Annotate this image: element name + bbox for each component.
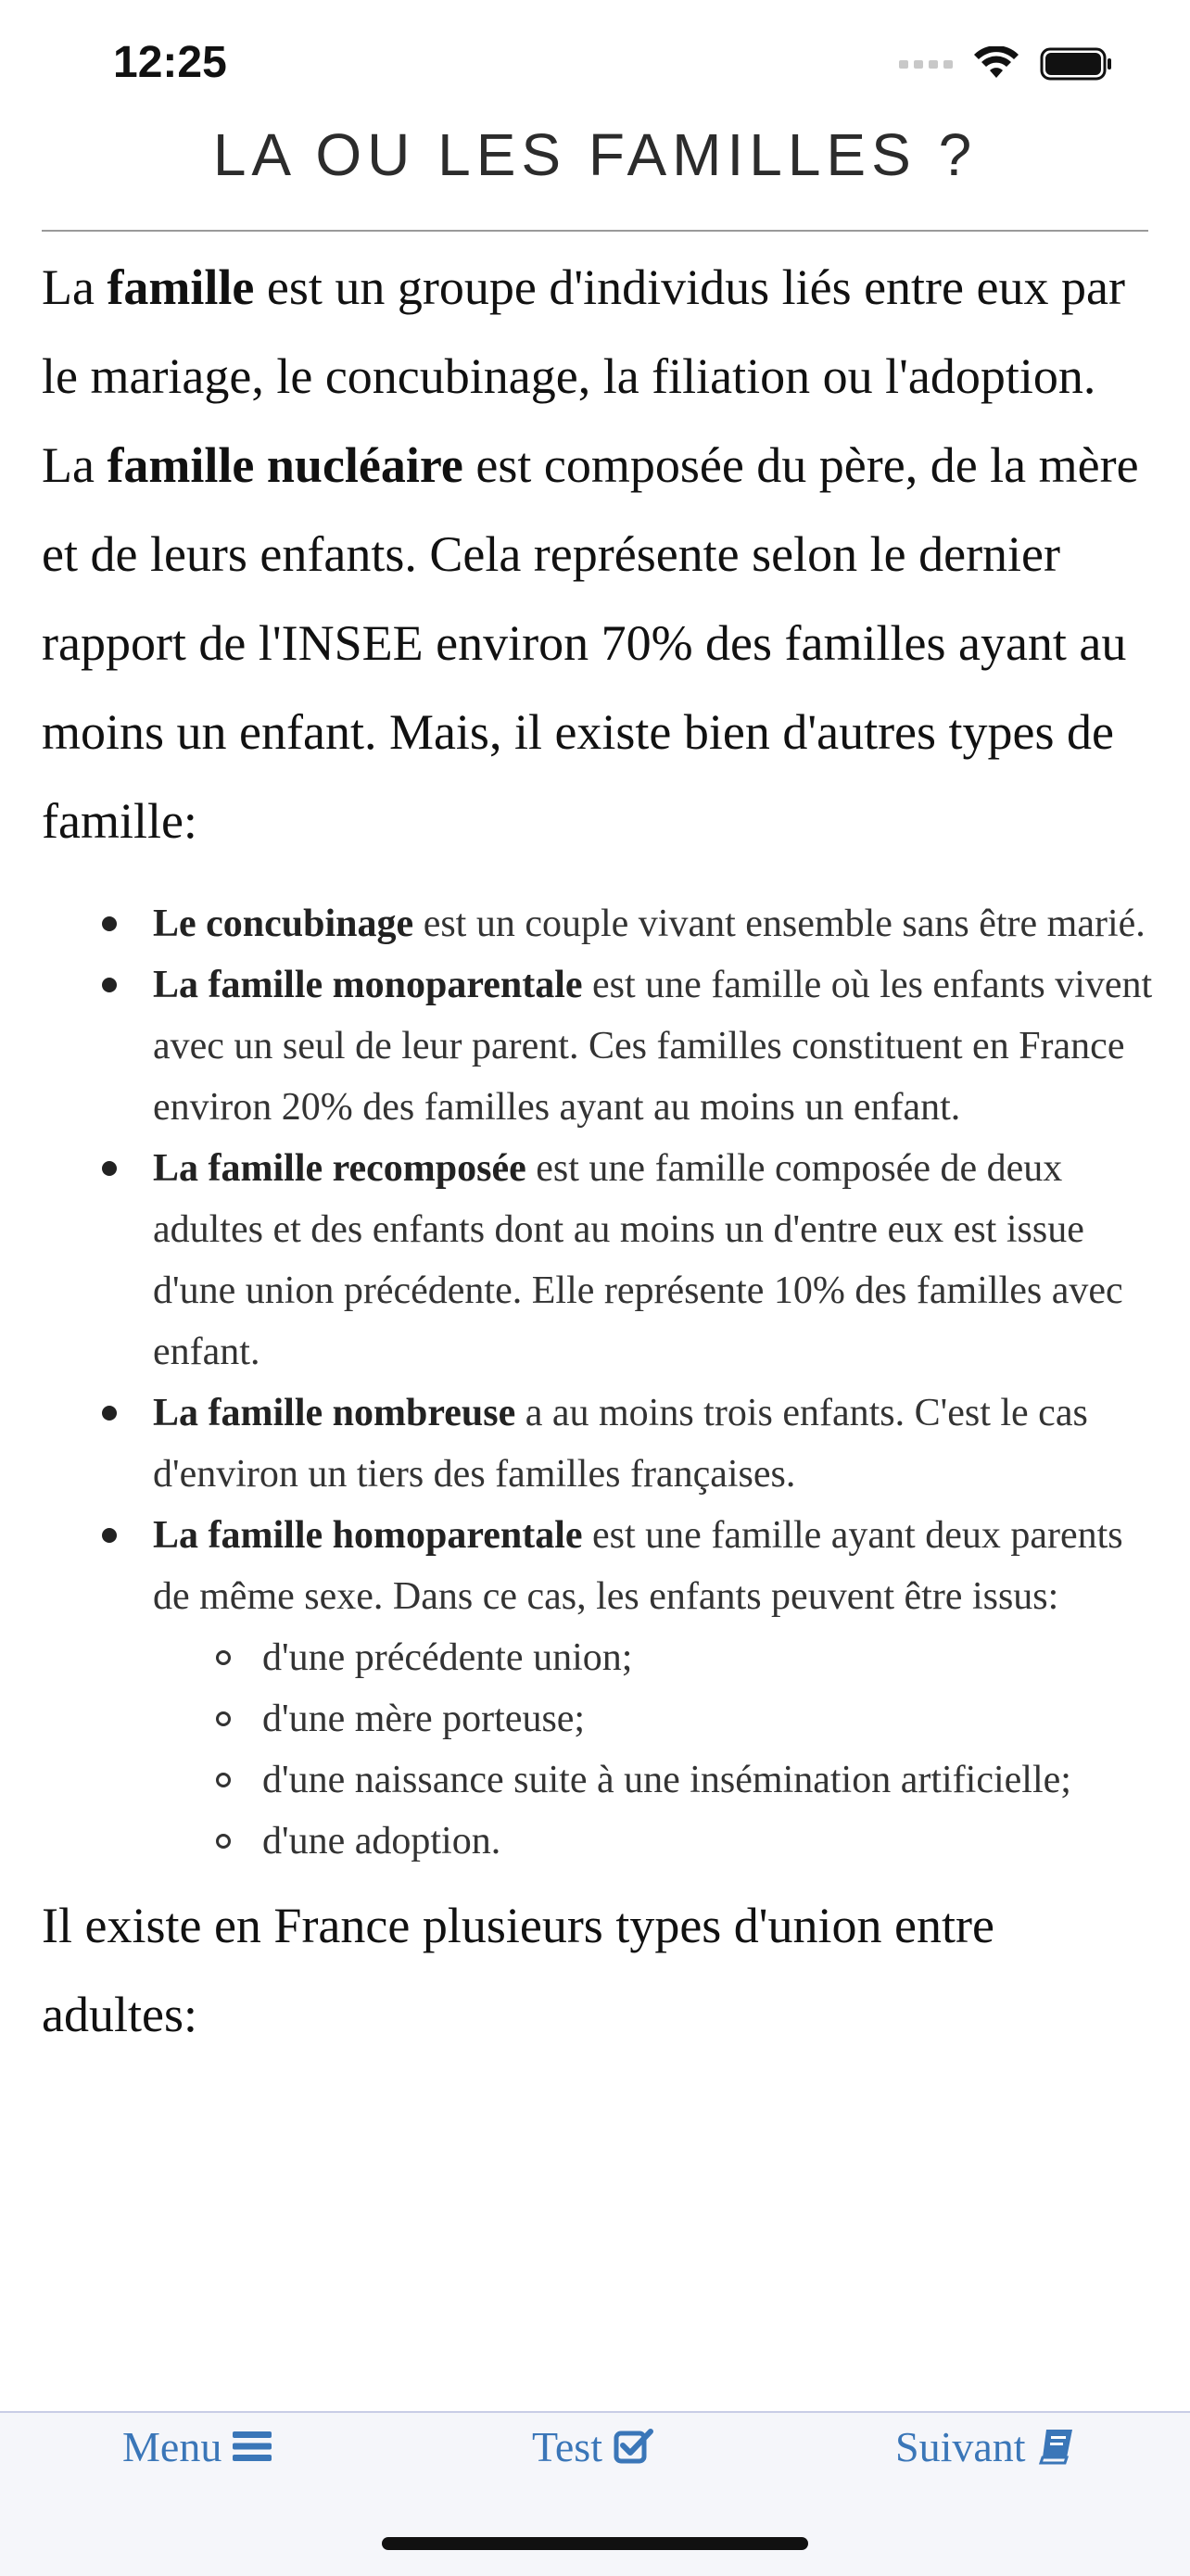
outro-paragraph: Il existe en France plusieurs types d'union entre adultes:	[42, 1898, 994, 2042]
next-label: Suivant	[895, 2422, 1026, 2470]
status-icons	[899, 46, 1114, 82]
next-button[interactable]	[895, 2413, 1074, 2480]
intro-text: est composée du père, de la mère et de leurs enfants. Cela représente selon le dernier rapport de l'INSEE environ 70% des familles ayant au moins un enfant. Mais, il existe bien d'autres types de famille:	[42, 437, 1139, 849]
homoparental-sublist	[153, 1627, 1154, 1872]
menu-label: Menu	[122, 2422, 222, 2470]
list-item-term: Le concubinage	[153, 903, 414, 945]
battery-icon	[1040, 46, 1114, 82]
bars-icon	[233, 2430, 272, 2463]
sublist-item: d'une naissance suite à une insémination artificielle;	[262, 1749, 1154, 1811]
sublist-item: d'une mère porteuse;	[262, 1688, 1154, 1749]
check-square-icon	[614, 2428, 654, 2465]
page-title: LA OU LES FAMILLES ?	[212, 121, 978, 188]
book-icon	[1037, 2428, 1074, 2465]
intro-text: est un groupe d'individus liés entre eux par le mariage, le concubinage, la filiation ou l'adoption. La	[42, 259, 1125, 493]
wifi-icon	[973, 46, 1019, 82]
family-types-list	[42, 893, 1154, 1872]
article-content	[42, 243, 1154, 2059]
test-label: Test	[532, 2422, 602, 2470]
sublist-item: d'une précédente union;	[262, 1627, 1154, 1688]
list-item-recomposee	[153, 1138, 1154, 1383]
intro-text: La	[42, 259, 108, 315]
intro-term-famille-nucleaire: famille nucléaire	[107, 437, 463, 493]
list-item-desc: est un couple vivant ensemble sans être marié.	[413, 903, 1146, 945]
list-item-term: La famille homoparentale	[153, 1514, 583, 1557]
status-bar	[0, 0, 1190, 139]
bottom-tab-bar	[0, 2411, 1190, 2576]
list-item-concubinage	[153, 893, 1154, 954]
list-item-desc: est une famille où les enfants vivent avec un seul de leur parent. Ces familles constituent en France environ 20% des familles ayant au moins un enfant.	[153, 964, 1153, 1129]
list-item-desc: est une famille ayant deux parents de même sexe. Dans ce cas, les enfants peuvent être issus:	[153, 1514, 1123, 1618]
list-item-term: La famille monoparentale	[153, 964, 583, 1006]
intro-paragraph	[42, 243, 1154, 865]
list-item-homoparentale	[153, 1505, 1154, 1872]
status-time: 12:25	[113, 38, 227, 87]
list-item-desc: a au moins trois enfants. C'est le cas d'environ un tiers des familles françaises.	[153, 1392, 1088, 1496]
menu-button[interactable]	[122, 2413, 272, 2480]
cellular-signal-icon	[899, 60, 953, 69]
home-indicator[interactable]	[382, 2537, 808, 2550]
list-item-monoparentale	[153, 954, 1154, 1138]
list-item-desc: est une famille composée de deux adultes et des enfants dont au moins un d'entre eux est issue d'une union précédente. Elle représente 10% des familles avec enfant.	[153, 1147, 1123, 1373]
list-item-nombreuse	[153, 1383, 1154, 1505]
title-divider	[42, 230, 1148, 232]
intro-term-famille: famille	[107, 259, 255, 315]
test-button[interactable]	[532, 2413, 654, 2480]
list-item-term: La famille nombreuse	[153, 1392, 516, 1434]
sublist-item: d'une adoption.	[262, 1811, 1154, 1872]
list-item-term: La famille recomposée	[153, 1147, 526, 1190]
